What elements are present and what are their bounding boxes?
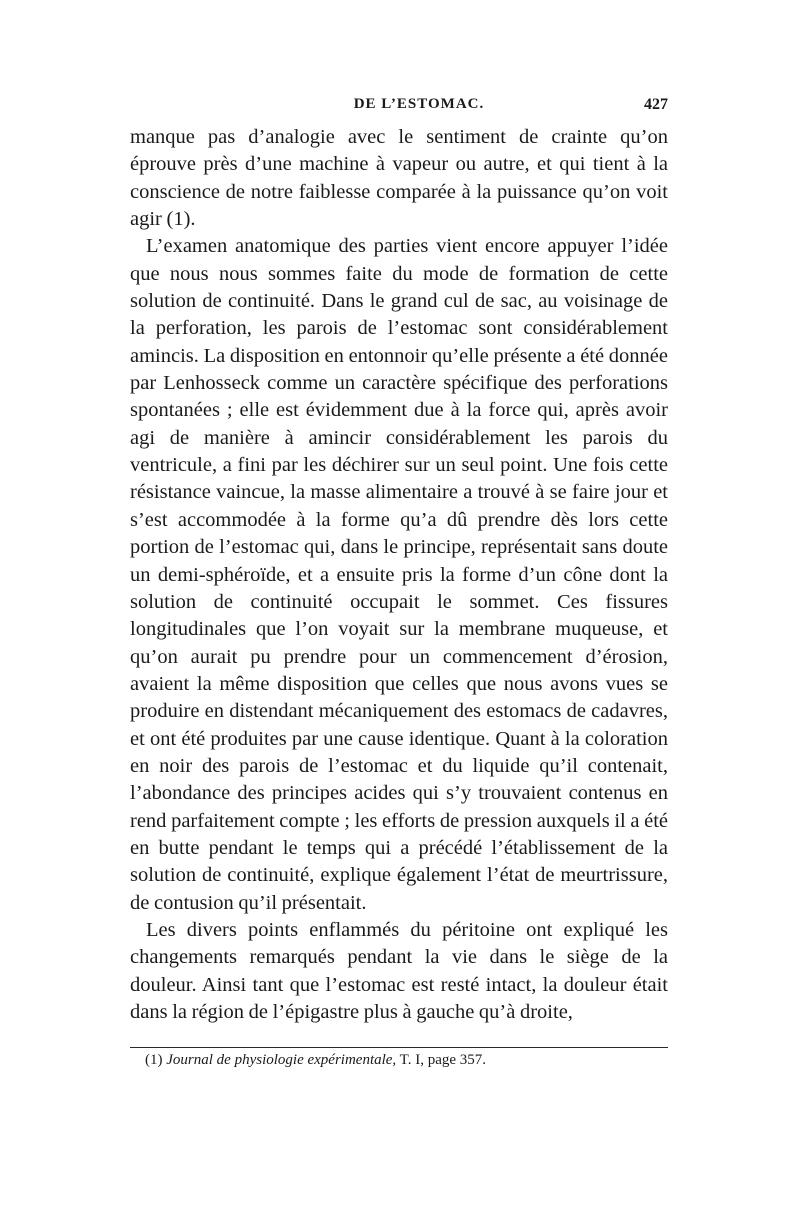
- footnote-journal: Journal de physiologie expérimentale,: [166, 1052, 397, 1068]
- paragraph-anatomy: L’examen anatomique des parties vient encore appuyer l’idée que nous nous sommes faite du mode de formation de cette solution de continuité. Dans le grand cul de sac, au voisinage de la perforation, les parois de l’estomac sont considérablement amincis. La disposition en entonnoir qu’elle présente a été donnée par Lenhosseck comme un caractère spécifique des perforations spontanées ; elle est évidemment due à la force qui, après avoir agi de manière à amincir considérablement les parois du ventricule, a fini par les déchirer sur un seul point. Une fois cette résistance vaincue, la masse alimentaire a trouvé à se faire jour et s’est accommodée à la forme qu’a dû prendre dès lors cette portion de l’estomac qui, dans le principe, représentait sans doute un demi-sphéroïde, et a ensuite pris la forme d’un cône dont la solution de continuité occupait le sommet. Ces fissures longitudinales que l’on voyait sur la membrane muqueuse, et qu’on aurait pu prendre pour un commencement d’érosion, avaient la même disposition que celles que nous avons vues se produire en distendant mécaniquement des estomacs de cadavres, et ont été produites par une cause identique. Quant à la coloration en noir des parois de l’estomac et du liquide qu’il contenait, l’abondance des principes acides qui s’y trouvaient contenus en rend parfaitement compte ; les efforts de pression auxquels il a été en butte pendant le temps qui a précédé l’établissement de la solution de continuité, explique également l’état de meurtrissure, de contusion qu’il présentait.: [130, 235, 668, 914]
- footnote-reference: T. I, page 357.: [399, 1052, 487, 1068]
- footnote-rule: [130, 1047, 668, 1048]
- running-title: DE L’ESTOMAC.: [353, 96, 485, 112]
- page-number: 427: [644, 96, 668, 113]
- footnote: [145, 1050, 668, 1070]
- footnote-marker: (1): [145, 1052, 163, 1068]
- page-header: [130, 96, 668, 120]
- paragraph-continued: manque pas d’analogie avec le sentiment de crainte qu’on éprouve près d’une machine à vapeur ou autre, et qui tient à la conscience de notre faiblesse comparée à la puissance qu’on voit agir (1).: [130, 126, 668, 231]
- body-text: [130, 124, 668, 1026]
- paragraph-peritoneum: Les divers points enflammés du péritoine ont expliqué les changements remarqués pendant la vie dans le siège de la douleur. Ainsi tant que l’estomac est resté intact, la douleur était dans la région de l’épigastre plus à gauche qu’à droite,: [130, 918, 668, 1023]
